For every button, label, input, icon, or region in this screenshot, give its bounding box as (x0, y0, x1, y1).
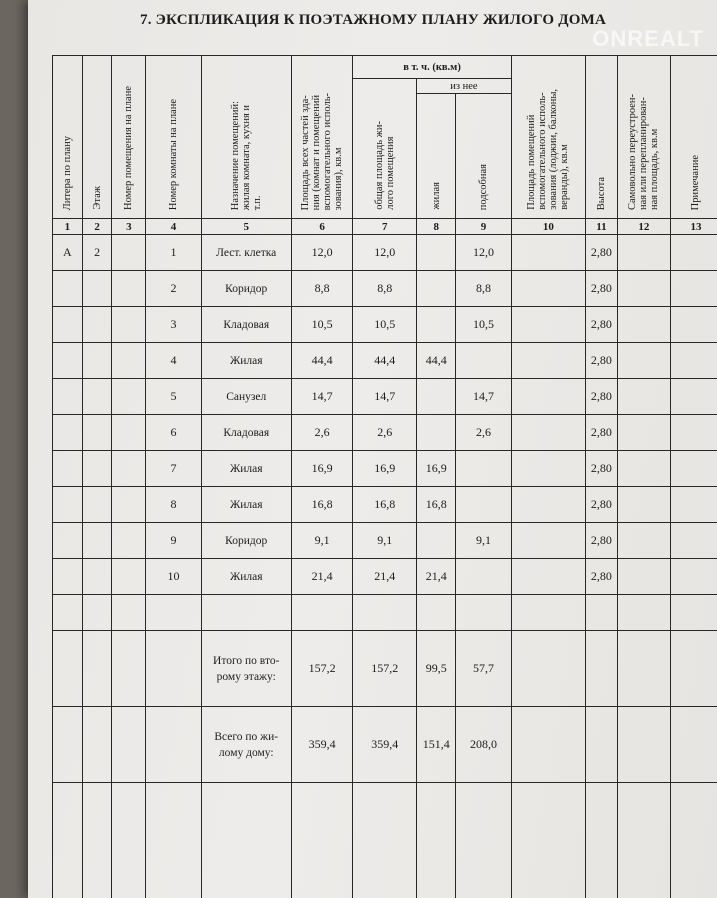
cell-unauthorized-area (617, 523, 670, 559)
cell-note (670, 487, 717, 523)
header-purpose: Назначение помещений: жилая комната, кухня и т.п. (201, 56, 291, 219)
cell-unauthorized-area (617, 307, 670, 343)
cell-floor (82, 343, 112, 379)
cell-litera (53, 559, 83, 595)
table-row (53, 343, 717, 379)
cell-note (670, 379, 717, 415)
watermark-logo: ONREALT (592, 26, 704, 51)
table-row (53, 235, 717, 271)
cell-auxiliary-area (511, 415, 585, 451)
cell-premise-number (112, 343, 146, 379)
cell-height: 2,80 (585, 451, 617, 487)
cell-floor (82, 379, 112, 415)
cell-unauthorized-area (617, 487, 670, 523)
cell-utility-area (456, 559, 511, 595)
cell-floor (82, 451, 112, 487)
cell-auxiliary-area (511, 307, 585, 343)
cell-total-area: 9,1 (291, 523, 353, 559)
cell-purpose: Лест. клетка (201, 235, 291, 271)
subtotal-general-area: 157,2 (353, 631, 417, 707)
column-number: 11 (585, 219, 617, 235)
column-number: 2 (82, 219, 112, 235)
cell-litera (53, 523, 83, 559)
cell-purpose: Кладовая (201, 415, 291, 451)
cell-room-number: 1 (146, 235, 201, 271)
cell-utility-area: 14,7 (456, 379, 511, 415)
cell-total-area: 16,9 (291, 451, 353, 487)
cell-utility-area (456, 451, 511, 487)
document-title: 7. ЭКСПЛИКАЦИЯ К ПОЭТАЖНОМУ ПЛАНУ ЖИЛОГО ДОМА (140, 12, 606, 28)
cell-premise-number (112, 559, 146, 595)
cell-purpose: Кладовая (201, 307, 291, 343)
subtotal-living-area: 99,5 (417, 631, 456, 707)
table-row (53, 523, 717, 559)
cell-note (670, 451, 717, 487)
cell-unauthorized-area (617, 271, 670, 307)
header-room-number: Номер комнаты на плане (146, 56, 201, 219)
grand-total-row (53, 707, 717, 783)
cell-general-area: 44,4 (353, 343, 417, 379)
cell-unauthorized-area (617, 235, 670, 271)
cell-utility-area: 12,0 (456, 235, 511, 271)
cell-general-area: 16,9 (353, 451, 417, 487)
subtotal-total-area: 157,2 (291, 631, 353, 707)
cell-litera (53, 451, 83, 487)
cell-height: 2,80 (585, 307, 617, 343)
cell-purpose: Жилая (201, 343, 291, 379)
cell-height: 2,80 (585, 271, 617, 307)
cell-room-number: 6 (146, 415, 201, 451)
column-number: 5 (201, 219, 291, 235)
cell-total-area: 10,5 (291, 307, 353, 343)
cell-living-area (417, 415, 456, 451)
column-number: 6 (291, 219, 353, 235)
header-unauthorized-area: Самовольно переустроен- ная или перепланирован- ная площадь, кв.м (617, 56, 670, 219)
cell-general-area: 12,0 (353, 235, 417, 271)
cell-room-number: 10 (146, 559, 201, 595)
cell-auxiliary-area (511, 451, 585, 487)
cell-living-area (417, 523, 456, 559)
cell-note (670, 523, 717, 559)
cell-auxiliary-area (511, 271, 585, 307)
cell-purpose: Жилая (201, 487, 291, 523)
cell-premise-number (112, 523, 146, 559)
cell-premise-number (112, 487, 146, 523)
cell-total-area: 8,8 (291, 271, 353, 307)
cell-room-number: 5 (146, 379, 201, 415)
cell-total-area: 2,6 (291, 415, 353, 451)
blank-row (53, 595, 717, 631)
column-number: 3 (112, 219, 146, 235)
cell-room-number: 8 (146, 487, 201, 523)
cell-height: 2,80 (585, 559, 617, 595)
cell-general-area: 8,8 (353, 271, 417, 307)
header-note: Примечание (670, 56, 717, 219)
column-number: 13 (670, 219, 717, 235)
cell-total-area: 14,7 (291, 379, 353, 415)
cell-note (670, 415, 717, 451)
header-living-area: жилая (417, 94, 456, 219)
column-number-row (53, 219, 717, 235)
subtotal-label: Итого по вто- рому этажу: (201, 631, 291, 707)
cell-litera: А (53, 235, 83, 271)
header-height: Высота (585, 56, 617, 219)
grand-total-total-area: 359,4 (291, 707, 353, 783)
cell-note (670, 271, 717, 307)
cell-auxiliary-area (511, 559, 585, 595)
cell-general-area: 14,7 (353, 379, 417, 415)
cell-unauthorized-area (617, 559, 670, 595)
cell-total-area: 44,4 (291, 343, 353, 379)
cell-note (670, 559, 717, 595)
grand-total-general-area: 359,4 (353, 707, 417, 783)
cell-note (670, 307, 717, 343)
cell-auxiliary-area (511, 523, 585, 559)
cell-purpose: Коридор (201, 523, 291, 559)
cell-floor (82, 271, 112, 307)
cell-room-number: 4 (146, 343, 201, 379)
cell-utility-area: 9,1 (456, 523, 511, 559)
cell-auxiliary-area (511, 487, 585, 523)
cell-floor (82, 307, 112, 343)
cell-general-area: 10,5 (353, 307, 417, 343)
cell-auxiliary-area (511, 379, 585, 415)
cell-auxiliary-area (511, 343, 585, 379)
cell-floor (82, 523, 112, 559)
subtotal-row (53, 631, 717, 707)
cell-general-area: 21,4 (353, 559, 417, 595)
cell-room-number: 9 (146, 523, 201, 559)
header-general-area: общая площадь жи- лого помещения (353, 79, 417, 219)
cell-premise-number (112, 307, 146, 343)
cell-room-number: 2 (146, 271, 201, 307)
cell-living-area (417, 235, 456, 271)
cell-living-area: 16,8 (417, 487, 456, 523)
cell-note (670, 343, 717, 379)
grand-total-utility-area: 208,0 (456, 707, 511, 783)
cell-purpose: Коридор (201, 271, 291, 307)
column-number: 7 (353, 219, 417, 235)
cell-utility-area (456, 487, 511, 523)
header-floor: Этаж (82, 56, 112, 219)
cell-total-area: 12,0 (291, 235, 353, 271)
cell-height: 2,80 (585, 487, 617, 523)
header-premise-number: Номер помещения на плане (112, 56, 146, 219)
cell-premise-number (112, 271, 146, 307)
cell-utility-area: 10,5 (456, 307, 511, 343)
cell-unauthorized-area (617, 415, 670, 451)
explication-table (52, 55, 717, 898)
cell-premise-number (112, 451, 146, 487)
column-number: 1 (53, 219, 83, 235)
cell-living-area: 21,4 (417, 559, 456, 595)
header-litera: Литера по плану (53, 56, 83, 219)
cell-utility-area: 8,8 (456, 271, 511, 307)
blank-row (53, 783, 717, 898)
cell-room-number: 7 (146, 451, 201, 487)
cell-floor (82, 487, 112, 523)
cell-utility-area (456, 343, 511, 379)
cell-litera (53, 307, 83, 343)
cell-auxiliary-area (511, 235, 585, 271)
cell-litera (53, 415, 83, 451)
column-number: 9 (456, 219, 511, 235)
header-total-area: Площадь всех частей зда- ния (комнат и помещений вспомогательного исполь- зования), кв.м (291, 56, 353, 219)
table-row (53, 379, 717, 415)
grand-total-label: Всего по жи- лому дому: (201, 707, 291, 783)
cell-unauthorized-area (617, 379, 670, 415)
cell-height: 2,80 (585, 379, 617, 415)
cell-living-area (417, 271, 456, 307)
cell-note (670, 235, 717, 271)
cell-unauthorized-area (617, 451, 670, 487)
cell-floor: 2 (82, 235, 112, 271)
cell-living-area (417, 379, 456, 415)
table-row (53, 307, 717, 343)
cell-living-area: 16,9 (417, 451, 456, 487)
cell-height: 2,80 (585, 235, 617, 271)
cell-general-area: 9,1 (353, 523, 417, 559)
header-auxiliary-area: Площадь помещений вспомогательного исполь- зования (лоджии, балконы, веранды), кв.м (511, 56, 585, 219)
grand-total-living-area: 151,4 (417, 707, 456, 783)
cell-total-area: 21,4 (291, 559, 353, 595)
cell-unauthorized-area (617, 343, 670, 379)
subtotal-utility-area: 57,7 (456, 631, 511, 707)
column-number: 10 (511, 219, 585, 235)
column-number: 12 (617, 219, 670, 235)
cell-utility-area: 2,6 (456, 415, 511, 451)
cell-purpose: Жилая (201, 559, 291, 595)
header-utility-area: подсобная (456, 94, 511, 219)
cell-litera (53, 379, 83, 415)
column-number: 8 (417, 219, 456, 235)
header-group-of-it: из нее (417, 79, 512, 94)
cell-purpose: Санузел (201, 379, 291, 415)
table-row (53, 415, 717, 451)
cell-floor (82, 415, 112, 451)
header-group-including: в т. ч. (кв.м) (353, 56, 511, 79)
cell-general-area: 16,8 (353, 487, 417, 523)
table-row (53, 487, 717, 523)
table-row (53, 271, 717, 307)
table-row (53, 451, 717, 487)
table-row (53, 559, 717, 595)
cell-purpose: Жилая (201, 451, 291, 487)
cell-room-number: 3 (146, 307, 201, 343)
cell-premise-number (112, 379, 146, 415)
cell-height: 2,80 (585, 415, 617, 451)
cell-living-area (417, 307, 456, 343)
cell-general-area: 2,6 (353, 415, 417, 451)
cell-height: 2,80 (585, 523, 617, 559)
cell-living-area: 44,4 (417, 343, 456, 379)
cell-litera (53, 271, 83, 307)
cell-total-area: 16,8 (291, 487, 353, 523)
cell-litera (53, 343, 83, 379)
cell-litera (53, 487, 83, 523)
cell-premise-number (112, 235, 146, 271)
column-number: 4 (146, 219, 201, 235)
document-page (28, 0, 717, 898)
cell-premise-number (112, 415, 146, 451)
cell-floor (82, 559, 112, 595)
cell-height: 2,80 (585, 343, 617, 379)
